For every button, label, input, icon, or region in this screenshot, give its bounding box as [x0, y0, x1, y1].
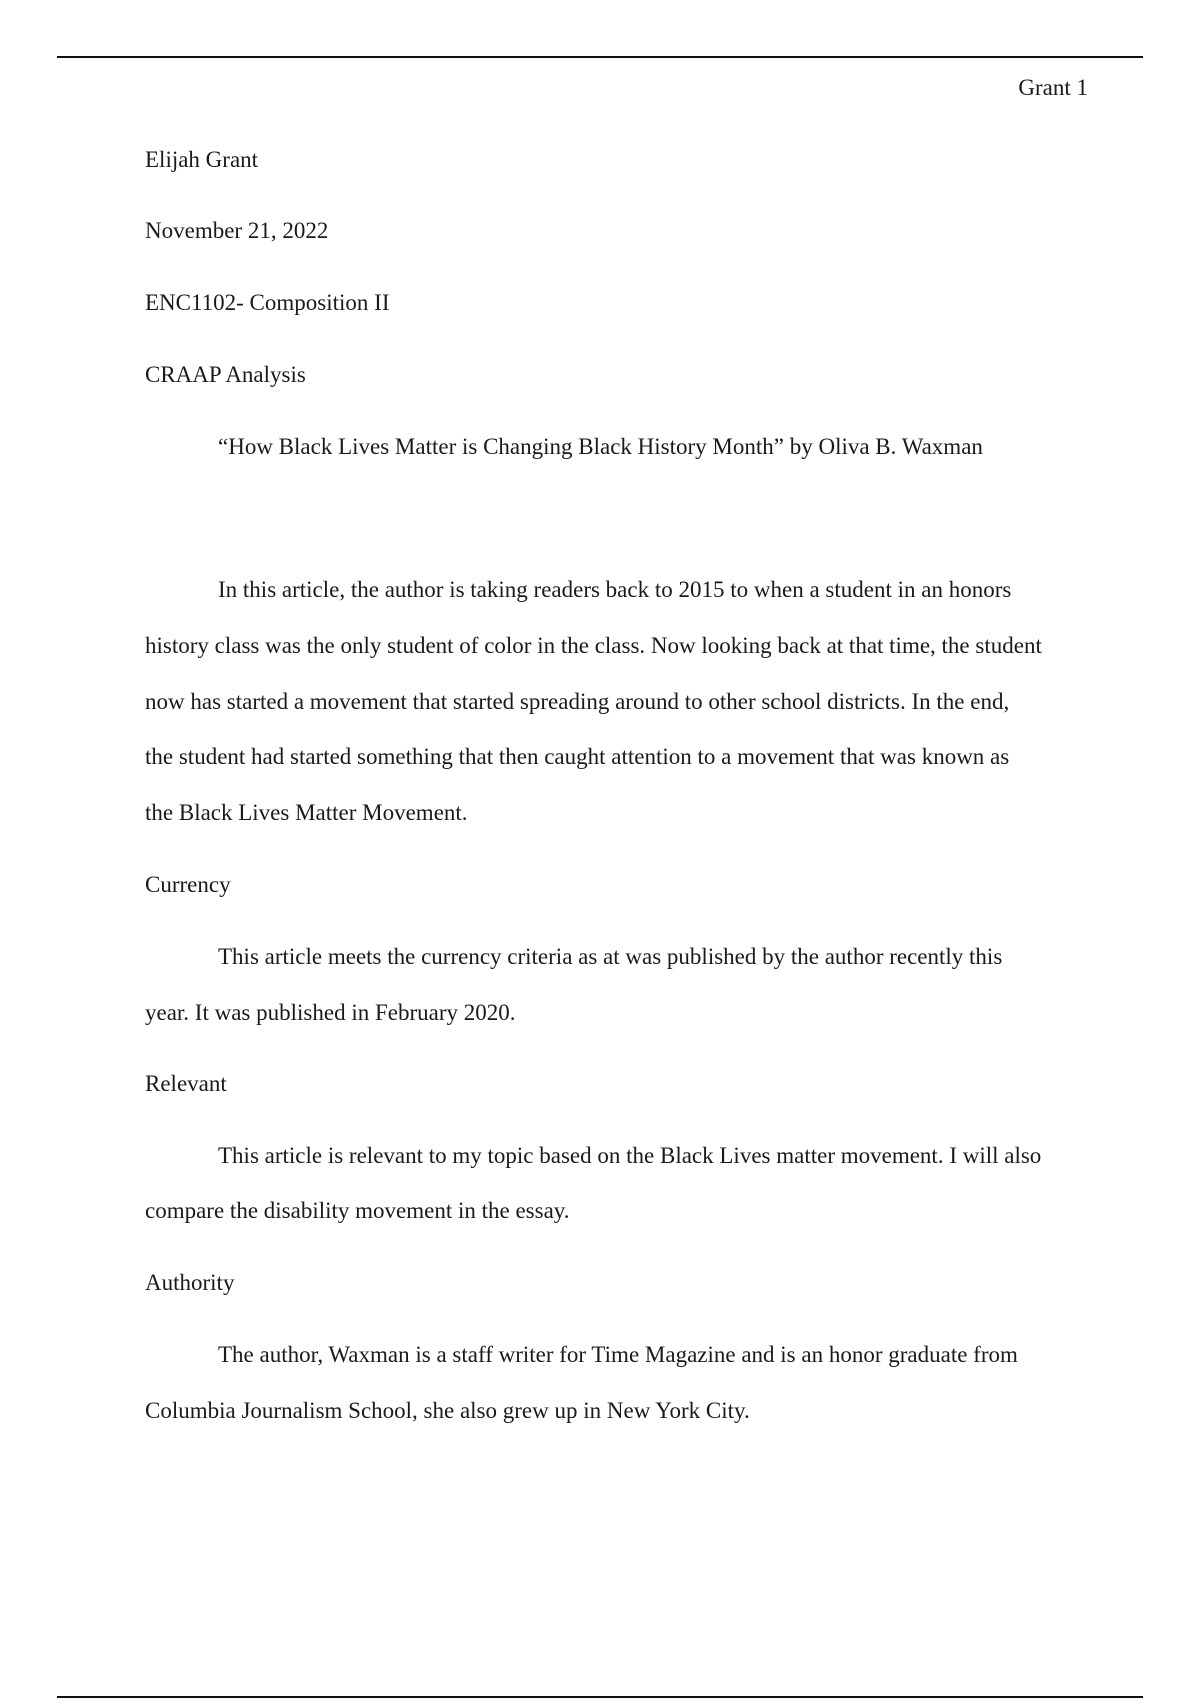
- assignment-title: CRAAP Analysis: [145, 362, 306, 387]
- page-top-rule: [57, 56, 1143, 58]
- course-name: ENC1102- Composition II: [145, 290, 390, 315]
- paragraph-line: now has started a movement that started spreading around to other school districts. In the end,: [145, 689, 1010, 714]
- document-date: November 21, 2022: [145, 218, 329, 243]
- running-head: Grant 1: [1018, 75, 1088, 100]
- paragraph-line: history class was the only student of color in the class. Now looking back at that time, the student: [145, 633, 1042, 658]
- paragraph-line: In this article, the author is taking readers back to 2015 to when a student in an honors: [218, 577, 1012, 602]
- paragraph-line: This article is relevant to my topic based on the Black Lives matter movement. I will also: [218, 1143, 1042, 1168]
- paragraph-line: the Black Lives Matter Movement.: [145, 800, 468, 825]
- paragraph-line: Columbia Journalism School, she also grew up in New York City.: [145, 1398, 750, 1423]
- page-bottom-rule: [57, 1696, 1143, 1698]
- section-heading: Relevant: [145, 1071, 227, 1096]
- paragraph-line: This article meets the currency criteria as at was published by the author recently this: [218, 944, 1003, 969]
- paragraph-line: compare the disability movement in the essay.: [145, 1198, 570, 1223]
- paragraph-line: the student had started something that then caught attention to a movement that was known as: [145, 744, 1010, 769]
- section-heading: Currency: [145, 872, 231, 897]
- section-heading: Authority: [145, 1270, 235, 1295]
- paragraph-line: year. It was published in February 2020.: [145, 1000, 516, 1025]
- source-title: “How Black Lives Matter is Changing Black History Month” by Oliva B. Waxman: [218, 434, 983, 459]
- paragraph-line: The author, Waxman is a staff writer for Time Magazine and is an honor graduate from: [218, 1342, 1018, 1367]
- author-name: Elijah Grant: [145, 147, 259, 172]
